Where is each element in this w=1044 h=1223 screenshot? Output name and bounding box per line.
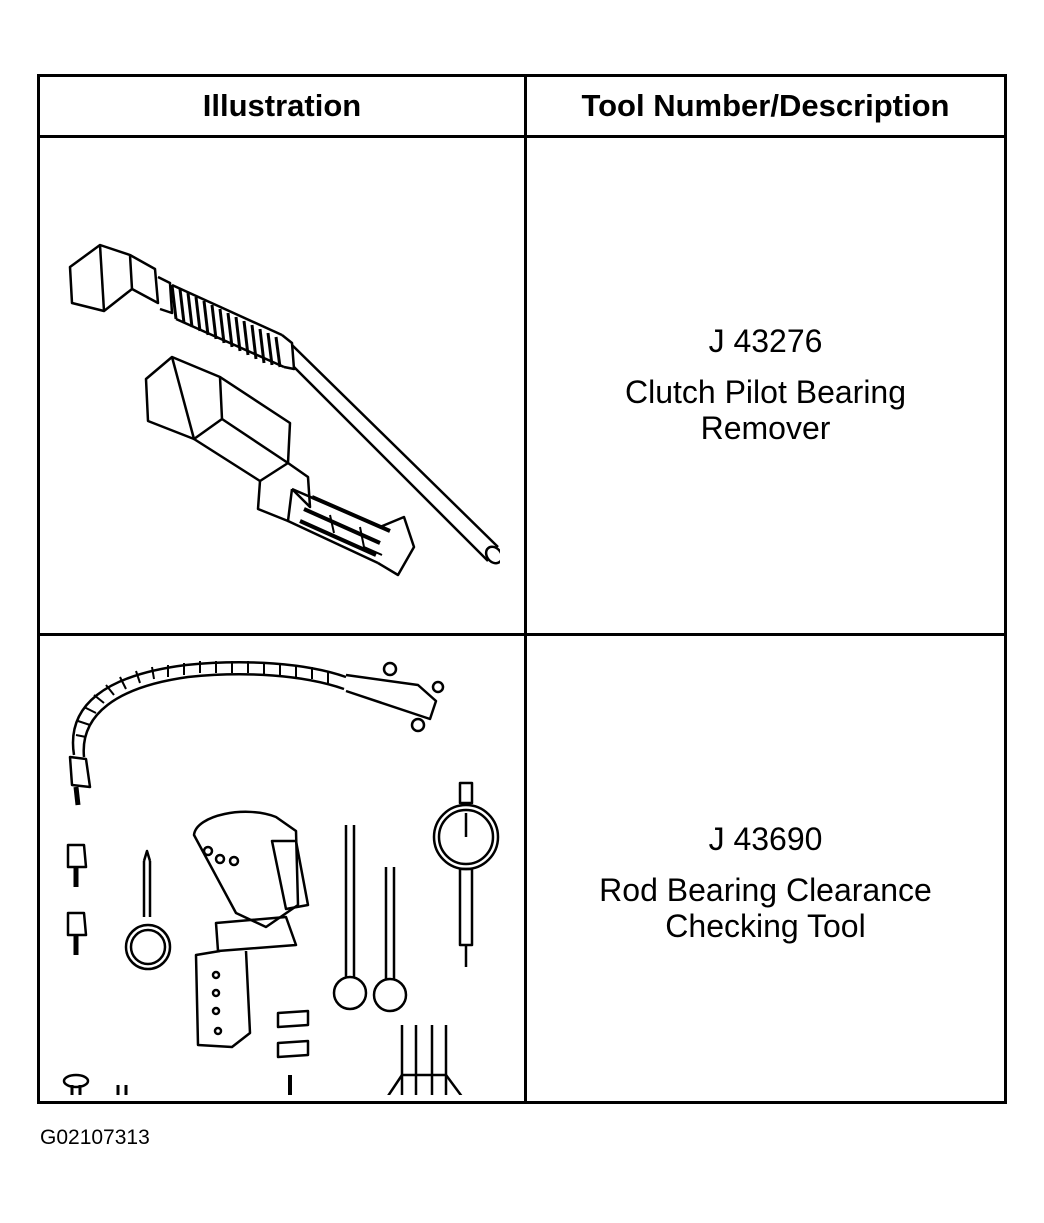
tool-number: J 43276: [708, 323, 823, 359]
tool-number: J 43690: [708, 821, 823, 857]
rod-bearing-clearance-tool-illustration: [46, 655, 520, 1095]
figure-id: G02107313: [40, 1126, 150, 1149]
clutch-pilot-bearing-remover-illustration: [60, 227, 500, 587]
dial-indicator-icon: [434, 783, 498, 967]
description-line: Remover: [700, 410, 831, 446]
stand-base-icon: [358, 1025, 494, 1095]
probe-rods-icon: [334, 825, 406, 1011]
header-illustration: Illustration: [202, 88, 362, 123]
description-line: Clutch Pilot Bearing: [624, 374, 907, 410]
shim-icon: [278, 1011, 308, 1027]
bolts-icon: [64, 1075, 226, 1095]
description-line: Checking Tool: [665, 908, 866, 944]
header-divider: [40, 135, 1004, 138]
tool-description-row-2: [527, 821, 1004, 944]
adapter-icon: [68, 845, 86, 867]
forcing-screw-icon: [70, 245, 500, 566]
description-line: Rod Bearing Clearance: [599, 872, 932, 908]
tool-description-row-1: [527, 323, 1004, 446]
collet-remover-icon: [146, 357, 414, 575]
row-divider: [40, 633, 1004, 636]
header-tool-description: Tool Number/Description: [581, 88, 950, 123]
adapter-icon: [68, 913, 86, 935]
column-divider: [524, 77, 527, 1101]
ring-pin-icon: [126, 851, 170, 969]
shim-icon: [278, 1041, 308, 1057]
flexible-arm-icon: [70, 661, 443, 805]
tool-table: [37, 74, 1007, 1104]
